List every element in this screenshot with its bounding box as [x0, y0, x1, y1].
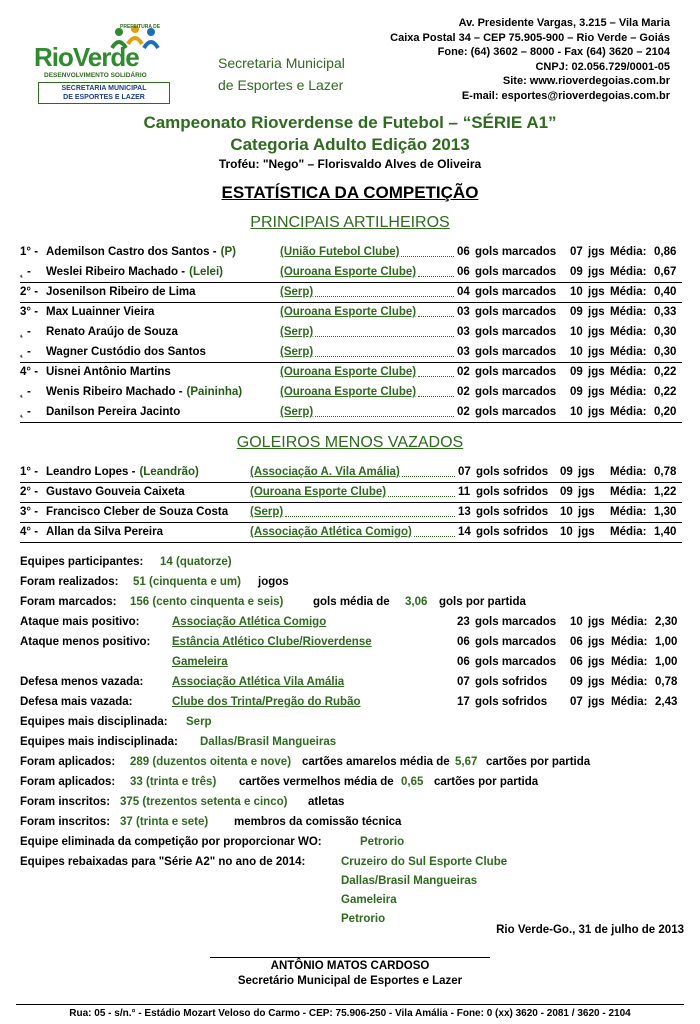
goals-count: 11	[458, 486, 471, 498]
games-count: 10	[560, 526, 573, 538]
signature-name: ANTÔNIO MATOS CARDOSO	[270, 960, 430, 972]
address-line: E-mail: esportes@rioverdegoias.com.br	[461, 89, 670, 102]
logo-secretaria-box	[38, 82, 170, 104]
stat-games: 07	[570, 696, 583, 708]
stat-goals-label: gols marcados	[475, 636, 557, 648]
stat-label: Foram aplicados:	[20, 776, 116, 788]
player-nickname: (P)	[220, 246, 236, 258]
media-value: 0,40	[654, 286, 677, 298]
position: 4° -	[20, 526, 39, 538]
games-count: 10	[570, 326, 583, 338]
goals-count: 03	[457, 346, 470, 358]
stat-label: Ataque mais positivo:	[20, 616, 140, 628]
stat-games-label: jgs	[588, 676, 605, 688]
address-line: CNPJ: 02.056.729/0001-05	[535, 60, 670, 73]
address-block	[390, 16, 670, 103]
media-value: 0,30	[654, 346, 677, 358]
club-name: (Ouroana Esporte Clube)	[280, 306, 417, 318]
stat-goals: 06	[457, 636, 470, 648]
player-name: Danilson Pereira Jacinto	[46, 406, 181, 418]
goals-label: gols sofridos	[476, 506, 549, 518]
games-label: jgs	[578, 486, 595, 498]
rio-verde-logo	[34, 22, 174, 108]
position: 4° -	[20, 366, 39, 378]
dotted-leader	[402, 466, 455, 477]
stat-mid: cartões vermelhos média de	[239, 776, 394, 788]
dotted-leader	[418, 386, 454, 397]
stat-suffix: jogos	[258, 576, 289, 588]
club-name: (Associação Atlética Comigo)	[250, 526, 412, 538]
games-label: jgs	[578, 526, 595, 538]
group-separator	[20, 542, 682, 543]
stat-label: Foram inscritos:	[20, 796, 111, 808]
position: 2° -	[20, 286, 39, 298]
games-count: 07	[570, 246, 583, 258]
games-count: 09	[570, 306, 583, 318]
position: 1° -	[20, 466, 39, 478]
relegated-team: Cruzeiro do Sul Esporte Clube	[341, 856, 508, 868]
section-title: ESTATÍSTICA DA COMPETIÇÃO	[221, 183, 479, 202]
stat-label: Equipes participantes:	[20, 556, 144, 568]
goals-count: 02	[457, 386, 470, 398]
media-label: Média:	[610, 486, 647, 498]
goals-count: 02	[457, 406, 470, 418]
media-label: Média:	[610, 346, 647, 358]
games-count: 09	[570, 366, 583, 378]
goals-count: 03	[457, 306, 470, 318]
address-line: Caixa Postal 34 – CEP 75.905-900 – Rio Verde – Goiás	[390, 31, 670, 44]
logo-prefeitura: PREFEITURA DE	[120, 24, 161, 30]
stat-games-label: jgs	[588, 656, 605, 668]
stat-games: 10	[570, 616, 583, 628]
stat-suffix: atletas	[308, 796, 345, 808]
goals-label: gols sofridos	[476, 466, 549, 478]
club-name: (Serp)	[280, 286, 314, 298]
stat-games-label: jgs	[588, 636, 605, 648]
player-name: Wenis Ribeiro Machado -	[46, 386, 183, 398]
stat-label: Equipes rebaixadas para "Série A2" no ano de 2014:	[20, 856, 306, 868]
player-name: Gustavo Gouveia Caixeta	[46, 486, 185, 498]
relegated-team: Gameleira	[341, 894, 397, 906]
player-nickname: (Lelei)	[189, 266, 223, 278]
goals-count: 06	[457, 266, 470, 278]
goals-label: gols marcados	[475, 326, 557, 338]
stat-club: Clube dos Trinta/Pregão do Rubão	[172, 696, 361, 708]
goals-label: gols marcados	[475, 366, 557, 378]
stat-media: 1,00	[655, 656, 678, 668]
position: 2° -	[20, 486, 39, 498]
position: ˛ -	[20, 266, 31, 278]
club-name: (Associação A. Vila Amália)	[250, 466, 400, 478]
stat-label: Equipes mais disciplinada:	[20, 716, 168, 728]
games-label: jgs	[588, 366, 605, 378]
stat-suffix: cartões por partida	[486, 756, 591, 768]
stat-defesa-mais	[20, 696, 682, 714]
secretaria-line2: de Esportes e Lazer	[218, 77, 344, 93]
stat-value: Serp	[186, 716, 212, 728]
club-name: (Serp)	[250, 506, 284, 518]
player-name: Josenilson Ribeiro de Lima	[46, 286, 196, 298]
media-value: 0,22	[654, 386, 677, 398]
goalkeeper-row	[20, 503, 682, 523]
artilheiros-heading: PRINCIPAIS ARTILHEIROS	[250, 214, 450, 231]
games-label: jgs	[578, 506, 595, 518]
dotted-leader	[315, 286, 454, 297]
stat-label: Foram realizados:	[20, 576, 119, 588]
address-line: Fone: (64) 3602 – 8000 - Fax (64) 3620 – 2104	[437, 46, 670, 58]
goals-label: gols marcados	[475, 386, 557, 398]
scorer-row	[20, 343, 682, 363]
goals-count: 13	[458, 506, 471, 518]
goals-label: gols marcados	[475, 266, 557, 278]
stat-value: 375 (trezentos setenta e cinco)	[120, 796, 288, 808]
stat-avg: 5,67	[455, 756, 478, 768]
stat-value: 156 (cento cinquenta e seis)	[130, 596, 284, 608]
media-label: Média:	[610, 466, 647, 478]
goals-label: gols sofridos	[476, 486, 549, 498]
player-name: Wagner Custódio dos Santos	[46, 346, 206, 358]
position: ˛ -	[20, 346, 31, 358]
stat-label: Foram inscritos:	[20, 816, 111, 828]
media-label: Média:	[610, 366, 647, 378]
championship-title: Campeonato Rioverdense de Futebol – “SÉRIE A1”	[143, 113, 557, 132]
position: ˛ -	[20, 386, 31, 398]
stat-games: 06	[570, 636, 583, 648]
scorer-row	[20, 263, 682, 283]
dotted-leader	[315, 346, 454, 357]
relegated-team: Dallas/Brasil Mangueiras	[341, 875, 478, 887]
footer-address: Rua: 05 - s/n.° - Estádio Mozart Veloso do Carmo - CEP: 75.906-250 - Vila Amália - Fone: 0 (xx) 3620 - 2081 / 3620 - 2104	[16, 1004, 684, 1019]
scorer-row	[20, 283, 682, 303]
dotted-leader	[315, 326, 454, 337]
stat-label: Foram marcados:	[20, 596, 117, 608]
stat-label: Equipes mais indisciplinada:	[20, 736, 178, 748]
media-value: 1,22	[654, 486, 677, 498]
media-value: 0,67	[654, 266, 677, 278]
stat-avg: 0,65	[401, 776, 424, 788]
position: 3° -	[20, 306, 39, 318]
stat-label: Foram aplicados:	[20, 756, 116, 768]
goals-count: 07	[458, 466, 471, 478]
stat-suffix: gols por partida	[439, 596, 526, 608]
club-name: (Ouroana Esporte Clube)	[280, 386, 417, 398]
stat-media-label: Média:	[611, 656, 648, 668]
signature-role: Secretário Municipal de Esportes e Lazer	[237, 975, 463, 987]
media-label: Média:	[610, 386, 647, 398]
stat-value: Petrorio	[360, 836, 405, 848]
stat-goals-label: gols marcados	[475, 616, 557, 628]
games-label: jgs	[588, 306, 605, 318]
games-label: jgs	[588, 386, 605, 398]
goals-count: 02	[457, 366, 470, 378]
stat-media-label: Média:	[611, 636, 648, 648]
logo-brand: RioVerde	[34, 42, 139, 72]
dotted-leader	[418, 266, 454, 277]
stat-media: 1,00	[655, 636, 678, 648]
games-label: jgs	[588, 346, 605, 358]
stat-mid: cartões amarelos média de	[302, 756, 450, 768]
dotted-leader	[315, 406, 454, 417]
dotted-leader	[285, 506, 455, 517]
goals-label: gols marcados	[475, 286, 557, 298]
scorer-row	[20, 303, 682, 323]
club-name: (Ouroana Esporte Clube)	[250, 486, 387, 498]
media-value: 0,33	[654, 306, 677, 318]
stat-club: Gameleira	[172, 656, 228, 668]
stat-goals: 17	[457, 696, 470, 708]
media-value: 0,86	[654, 246, 677, 258]
goals-label: gols marcados	[475, 346, 557, 358]
games-count: 10	[570, 286, 583, 298]
goalkeeper-row	[20, 483, 682, 503]
position: 3° -	[20, 506, 39, 518]
scorer-row	[20, 403, 682, 423]
games-count: 09	[570, 386, 583, 398]
player-name: Max Luainner Vieira	[46, 306, 155, 318]
games-count: 10	[560, 506, 573, 518]
media-value: 1,40	[654, 526, 677, 538]
games-label: jgs	[588, 406, 605, 418]
scorer-row	[20, 383, 682, 403]
stat-mid: gols média de	[313, 596, 390, 608]
logo-tagline: DESENVOLVIMENTO SOLIDÁRIO	[44, 72, 147, 79]
club-name: (União Futebol Clube)	[280, 246, 400, 258]
stat-games-label: jgs	[588, 696, 605, 708]
player-name: Weslei Ribeiro Machado -	[46, 266, 186, 278]
dotted-leader	[401, 246, 454, 257]
player-name: Francisco Cleber de Souza Costa	[46, 506, 229, 518]
relegated-team: Petrorio	[341, 913, 386, 925]
address-line: Av. Presidente Vargas, 3.215 – Vila Maria	[458, 17, 670, 29]
games-count: 10	[570, 346, 583, 358]
games-label: jgs	[588, 266, 605, 278]
player-name: Renato Araújo de Souza	[46, 326, 178, 338]
media-label: Média:	[610, 526, 647, 538]
stat-media: 2,43	[655, 696, 678, 708]
stat-media-label: Média:	[611, 676, 648, 688]
goalkeeper-row	[20, 463, 682, 483]
player-nickname: (Leandrão)	[139, 466, 199, 478]
stat-club: Estância Atlético Clube/Rioverdense	[172, 636, 372, 648]
games-count: 09	[570, 266, 583, 278]
goals-label: gols marcados	[475, 306, 557, 318]
stat-games: 09	[570, 676, 583, 688]
trophy-line: Troféu: "Nego" – Florisvaldo Alves de Oliveira	[218, 157, 482, 171]
media-label: Média:	[610, 406, 647, 418]
player-name: Ademilson Castro dos Santos -	[46, 246, 217, 258]
stat-goals: 07	[457, 676, 470, 688]
secretaria-name	[218, 52, 345, 96]
club-name: (Serp)	[280, 326, 314, 338]
position: 1° -	[20, 246, 39, 258]
group-separator	[20, 422, 682, 423]
goals-label: gols marcados	[475, 406, 557, 418]
scorer-row	[20, 363, 682, 383]
media-value: 0,78	[654, 466, 677, 478]
stat-label: Defesa menos vazada:	[20, 676, 144, 688]
games-count: 09	[560, 486, 573, 498]
stat-media: 0,78	[655, 676, 678, 688]
player-name: Uisnei Antônio Martins	[46, 366, 171, 378]
stat-value: 51 (cinquenta e um)	[133, 576, 241, 588]
stat-ataque-negativo-2	[20, 656, 682, 674]
stat-goals: 23	[457, 616, 470, 628]
player-nickname: (Paininha)	[186, 386, 243, 398]
goals-count: 14	[458, 526, 471, 538]
dotted-leader	[388, 486, 455, 497]
stat-games-label: jgs	[588, 616, 605, 628]
media-value: 0,30	[654, 326, 677, 338]
scorer-row	[20, 323, 682, 343]
games-label: jgs	[588, 326, 605, 338]
address-line: Site: www.rioverdegoias.com.br	[502, 75, 670, 87]
goleiros-heading: GOLEIROS MENOS VAZADOS	[236, 434, 464, 451]
games-label: jgs	[578, 466, 595, 478]
goals-count: 04	[457, 286, 470, 298]
games-label: jgs	[588, 286, 605, 298]
media-label: Média:	[610, 306, 647, 318]
stat-label: Defesa mais vazada:	[20, 696, 133, 708]
stat-media-label: Média:	[611, 696, 648, 708]
stat-games: 06	[570, 656, 583, 668]
stat-value: 33 (trinta e três)	[130, 776, 217, 788]
position: ˛ -	[20, 326, 31, 338]
club-name: (Ouroana Esporte Clube)	[280, 366, 417, 378]
stat-defesa-menos	[20, 676, 682, 694]
date-line: Rio Verde-Go., 31 de julho de 2013	[496, 924, 684, 936]
media-value: 0,22	[654, 366, 677, 378]
dotted-leader	[414, 526, 455, 537]
club-name: (Ouroana Esporte Clube)	[280, 266, 417, 278]
logo-box-line2: DE ESPORTES E LAZER	[63, 94, 145, 101]
games-count: 10	[570, 406, 583, 418]
stat-label: Equipe eliminada da competição por proporcionar WO:	[20, 836, 322, 848]
stat-media: 2,30	[655, 616, 678, 628]
goals-label: gols sofridos	[476, 526, 549, 538]
dotted-leader	[418, 366, 454, 377]
category-title: Categoria Adulto Edição 2013	[230, 135, 470, 154]
media-label: Média:	[610, 246, 647, 258]
player-name: Allan da Silva Pereira	[46, 526, 163, 538]
stat-label: Ataque menos positivo:	[20, 636, 151, 648]
stat-value: 37 (trinta e sete)	[120, 816, 209, 828]
media-label: Média:	[610, 286, 647, 298]
media-value: 1,30	[654, 506, 677, 518]
club-name: (Serp)	[280, 406, 314, 418]
stat-value: Dallas/Brasil Mangueiras	[200, 736, 337, 748]
media-label: Média:	[610, 326, 647, 338]
stat-ataque-negativo	[20, 636, 682, 654]
games-label: jgs	[588, 246, 605, 258]
logo-box-line1: SECRETARIA MUNICIPAL	[61, 85, 147, 92]
goalkeeper-row	[20, 523, 682, 543]
stat-club: Associação Atlética Vila Amália	[172, 676, 345, 688]
stat-goals-label: gols marcados	[475, 656, 557, 668]
club-name: (Serp)	[280, 346, 314, 358]
goals-count: 03	[457, 326, 470, 338]
scorer-row	[20, 243, 682, 263]
player-name: Leandro Lopes -	[46, 466, 136, 478]
position: ˛ -	[20, 406, 31, 418]
secretaria-line1: Secretaria Municipal	[218, 55, 345, 71]
stat-value: 14 (quatorze)	[160, 556, 232, 568]
stat-suffix: membros da comissão técnica	[234, 816, 402, 828]
goals-count: 06	[457, 246, 470, 258]
media-label: Média:	[610, 506, 647, 518]
media-label: Média:	[610, 266, 647, 278]
stat-avg: 3,06	[405, 596, 428, 608]
stat-media-label: Média:	[611, 616, 648, 628]
stat-club: Associação Atlética Comigo	[172, 616, 327, 628]
stat-suffix: cartões por partida	[434, 776, 539, 788]
dotted-leader	[418, 306, 454, 317]
stat-value: 289 (duzentos oitenta e nove)	[130, 756, 292, 768]
games-count: 09	[560, 466, 573, 478]
stat-ataque-positivo	[20, 616, 682, 634]
goals-label: gols marcados	[475, 246, 557, 258]
stat-goals: 06	[457, 656, 470, 668]
stat-goals-label: gols sofridos	[475, 696, 548, 708]
signature-line	[210, 957, 490, 958]
media-value: 0,20	[654, 406, 677, 418]
stat-goals-label: gols sofridos	[475, 676, 548, 688]
